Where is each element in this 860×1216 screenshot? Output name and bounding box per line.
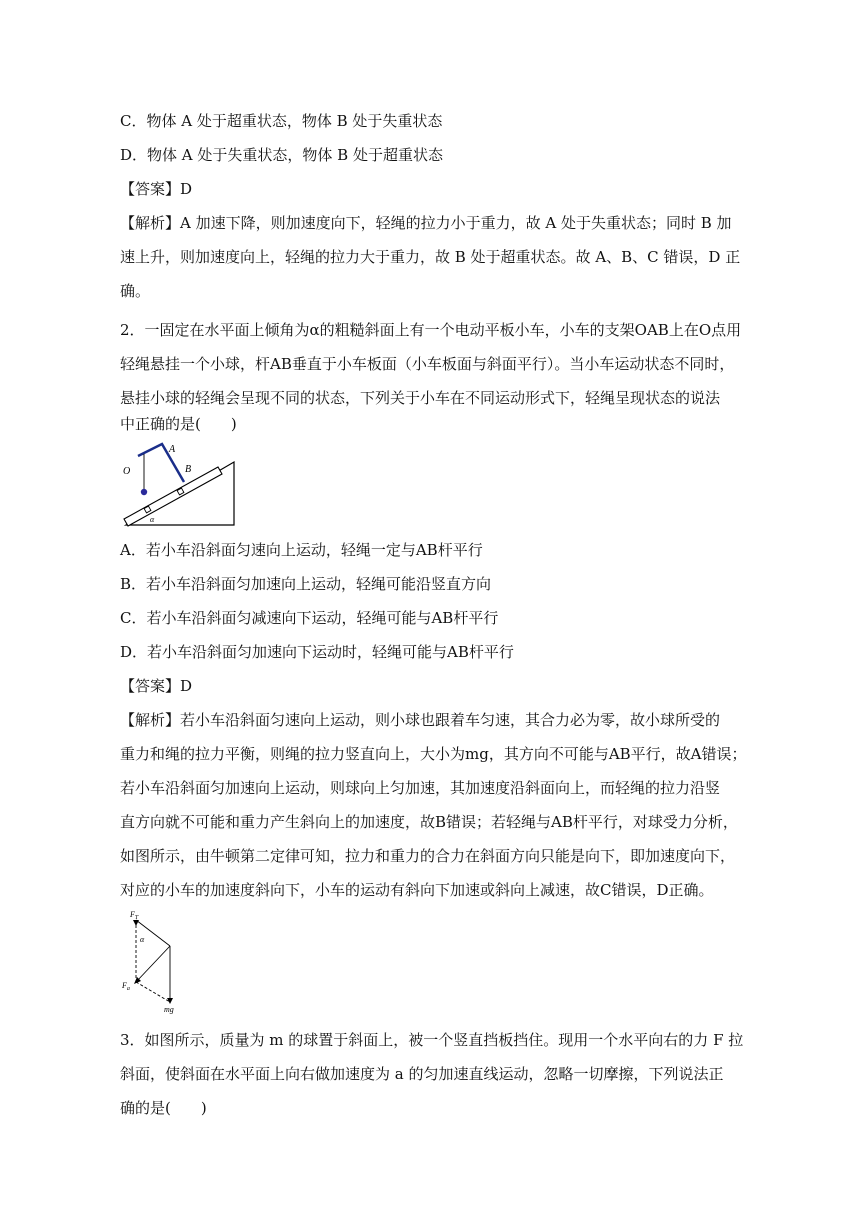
q2-option-c: C．若小车沿斜面匀减速向下运动，轻绳可能与AB杆平行 xyxy=(120,609,499,627)
q2-stem-line-2: 轻绳悬挂一个小球，杆AB垂直于小车板面（小车板面与斜面平行）。当小车运动状态不同时， xyxy=(120,355,735,373)
q2-option-b: B．若小车沿斜面匀加速向上运动，轻绳可能沿竖直方向 xyxy=(120,575,492,593)
label-ft: $F_T$ xyxy=(130,910,139,921)
label-mg: mg xyxy=(164,1005,174,1014)
bracket-oab xyxy=(138,444,184,482)
resultant-line xyxy=(136,946,170,982)
label-a: A xyxy=(169,444,176,455)
q2-analysis-line-3: 若小车沿斜面匀加速向上运动，则球向上匀加速，其加速度沿斜面向上，而轻绳的拉力沿竖 xyxy=(120,779,721,797)
answer-value: D xyxy=(180,677,193,695)
q2-analysis-line-2: 重力和绳的拉力平衡，则绳的拉力竖直向上，大小为mg，其方向不可能与AB平行，故A错误； xyxy=(120,745,747,763)
q1-option-c: C．物体 A 处于超重状态，物体 B 处于失重状态 xyxy=(120,112,443,130)
analysis-tag: 【解析】 xyxy=(120,214,181,232)
q2-analysis-line-6: 对应的小车的加速度斜向下，小车的运动有斜向下加速或斜向上减速，故C错误，D正确。 xyxy=(120,881,714,899)
q2-analysis-line-1 xyxy=(120,710,720,730)
cart-board xyxy=(124,467,222,526)
q2-stem-line-3: 悬挂小球的轻绳会呈现不同的状态，下列关于小车在不同运动形式下，轻绳呈现状态的说法 xyxy=(120,389,721,407)
q3-stem-line-3: 确的是( ) xyxy=(120,1099,207,1117)
label-b: B xyxy=(185,464,192,475)
analysis-tag: 【解析】 xyxy=(120,711,181,729)
q2-stem-line-4: 中正确的是( ) xyxy=(120,415,237,433)
label-alpha-force: α xyxy=(140,935,145,944)
q3-stem-line-1: 3．如图所示，质量为 m 的球置于斜面上，被一个竖直挡板挡住。现用一个水平向右的力 F 拉 xyxy=(120,1031,744,1049)
dashed-bottom xyxy=(136,982,170,1002)
label-o: O xyxy=(123,466,131,477)
q2-option-d: D．若小车沿斜面匀加速向下运动时，轻绳可能与AB杆平行 xyxy=(120,643,514,661)
label-fa: $F_a$ xyxy=(122,981,130,992)
q2-answer xyxy=(120,676,192,696)
q1-answer xyxy=(120,179,192,199)
q1-analysis-line-2: 速上升，则加速度向上，轻绳的拉力大于重力，故 B 处于超重状态。故 A、B、C 错误，D 正 xyxy=(120,248,741,266)
q2-analysis-line-4: 直方向就不可能和重力产生斜向上的加速度，故B错误；若轻绳与AB杆平行，对球受力分析， xyxy=(120,813,738,831)
q2-option-a: A．若小车沿斜面匀速向上运动，轻绳一定与AB杆平行 xyxy=(120,541,483,559)
q2-analysis-line-5: 如图所示，由牛顿第二定律可知，拉力和重力的合力在斜面方向只能是向下，即加速度向下， xyxy=(120,847,736,865)
q2-stem-line-1: 2．一固定在水平面上倾角为α的粗糙斜面上有一个电动平板小车，小车的支架OAB上在O点用 xyxy=(120,321,742,339)
incline-cart-figure xyxy=(118,440,243,528)
q1-analysis-line-1 xyxy=(120,213,732,233)
answer-tag: 【答案】 xyxy=(120,677,181,695)
force-diagram-figure xyxy=(118,906,188,1016)
q3-stem-line-2: 斜面，使斜面在水平面上向右做加速度为 a 的匀加速直线运动，忽略一切摩擦，下列说法正 xyxy=(120,1065,724,1083)
answer-value: D xyxy=(180,180,193,198)
analysis-text: A 加速下降，则加速度向下，轻绳的拉力小于重力，故 A 处于失重状态；同时 B 加 xyxy=(180,214,732,232)
q1-option-d: D．物体 A 处于失重状态，物体 B 处于超重状态 xyxy=(120,146,443,164)
label-alpha: α xyxy=(150,515,155,524)
answer-tag: 【答案】 xyxy=(120,180,181,198)
analysis-text: 若小车沿斜面匀速向上运动，则小球也跟着车匀速，其合力必为零，故小球所受的 xyxy=(180,711,721,729)
q1-analysis-line-3: 确。 xyxy=(120,282,151,300)
hanging-ball xyxy=(141,489,147,495)
